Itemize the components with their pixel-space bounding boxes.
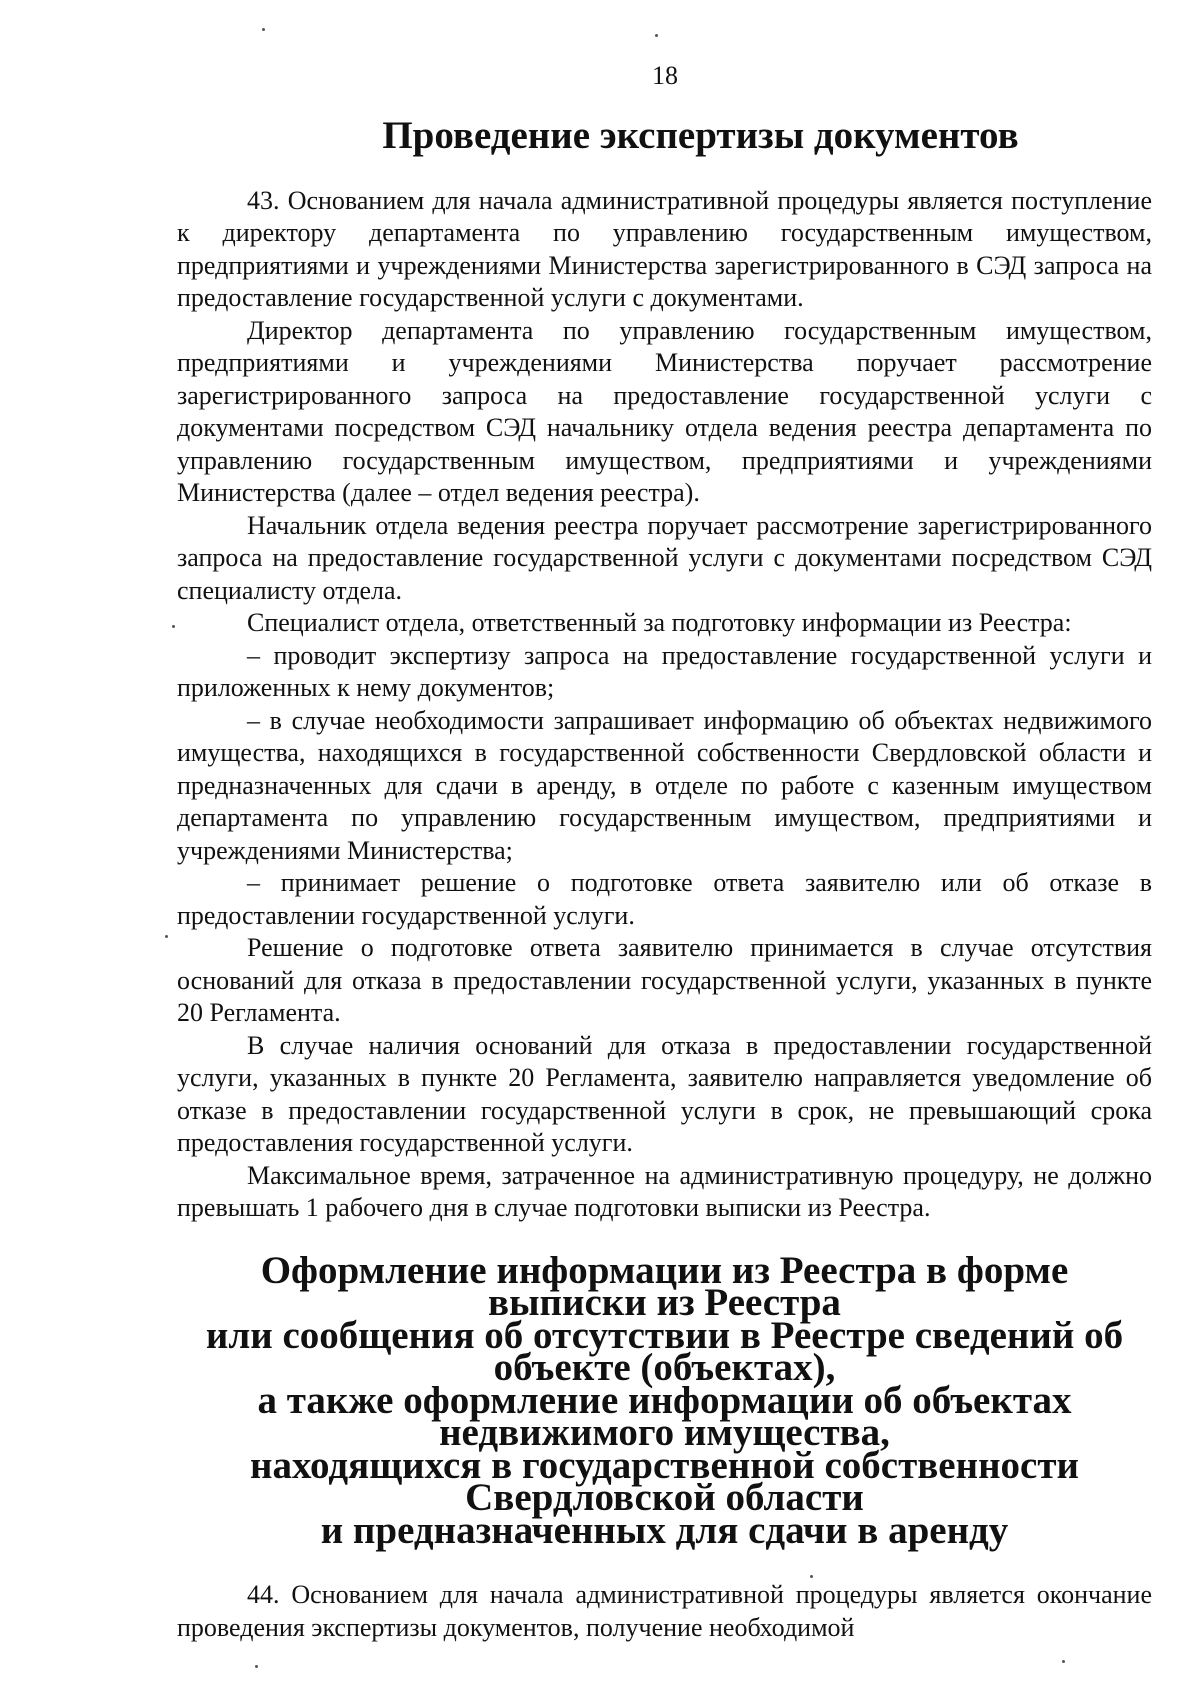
list-item: – проводит экспертизу запроса на предоставление государственной услуги и приложенных к нему документов; <box>177 640 1152 702</box>
scan-speck <box>262 28 265 31</box>
document-body <box>177 114 1152 1644</box>
section-title-registry-info: Оформление информации из Реестра в форме выписки из Реестра или сообщения об отсутствии в Реестре сведений об объекте (объектах), а также оформление информации об объектах недвижимого имущества, находящихся в государственной собственности Свердловской области и предназначенных для сдачи в аренду <box>205 1248 1124 1552</box>
list-item: – в случае необходимости запрашивает информацию об объектах недвижимого имущества, находящихся в государственной собственности Свердловской области и предназначенных для сдачи в аренду, в отделе по работе с казенным имуществом департамента по управлению государственным имуществом, предприятиями и учреждениями Министерства; <box>177 705 1152 865</box>
paragraph: Решение о подготовке ответа заявителю принимается в случае отсутствия оснований для отказа в предоставлении государственной услуги, указанных в пункте 20 Регламента. <box>177 933 1152 1027</box>
paragraph: Специалист отдела, ответственный за подготовку информации из Реестра: <box>247 608 1072 637</box>
list-item: – принимает решение о подготовке ответа заявителю или об отказе в предоставлении государственной услуги. <box>177 868 1152 930</box>
page-number: 18 <box>652 61 678 90</box>
scan-speck <box>1062 1660 1065 1663</box>
scan-speck <box>255 1665 258 1668</box>
scan-speck <box>165 935 168 938</box>
paragraph: Директор департамента по управлению государственным имуществом, предприятиями и учреждениями Министерства поручает рассмотрение зарегистрированного запроса на предоставление государственной услуги с документами посредством СЭД начальнику отдела ведения реестра департамента по управлению государственным имуществом, предприятиями и учреждениями Министерства (далее – отдел ведения реестра). <box>177 315 1152 507</box>
scan-speck <box>655 34 658 37</box>
paragraph: В случае наличия оснований для отказа в предоставлении государственной услуги, указанных в пункте 20 Регламента, заявителю направляется уведомление об отказе в предоставлении государственной услуги в срок, не превышающий срока предоставления государственной услуги. <box>177 1030 1152 1157</box>
section-title-expertise: Проведение экспертизы документов <box>382 114 1019 157</box>
paragraph: Максимальное время, затраченное на административную процедуру, не должно превышать 1 рабочего дня в случае подготовки выписки из Реестра. <box>177 1160 1152 1222</box>
scan-speck <box>810 1575 813 1578</box>
scan-speck <box>172 625 175 628</box>
paragraph: 44. Основанием для начала административной процедуры является окончание проведения экспертизы документов, получение необходимой <box>177 1580 1152 1642</box>
paragraph: Начальник отдела ведения реестра поручает рассмотрение зарегистрированного запроса на предоставление государственной услуги с документами посредством СЭД специалисту отдела. <box>177 510 1152 605</box>
paragraph: 43. Основанием для начала административной процедуры является поступление к директору департамента по управлению государственным имуществом, предприятиями и учреждениями Министерства зарегистрированного в СЭД запроса на предоставление государственной услуги с документами. <box>177 185 1152 312</box>
